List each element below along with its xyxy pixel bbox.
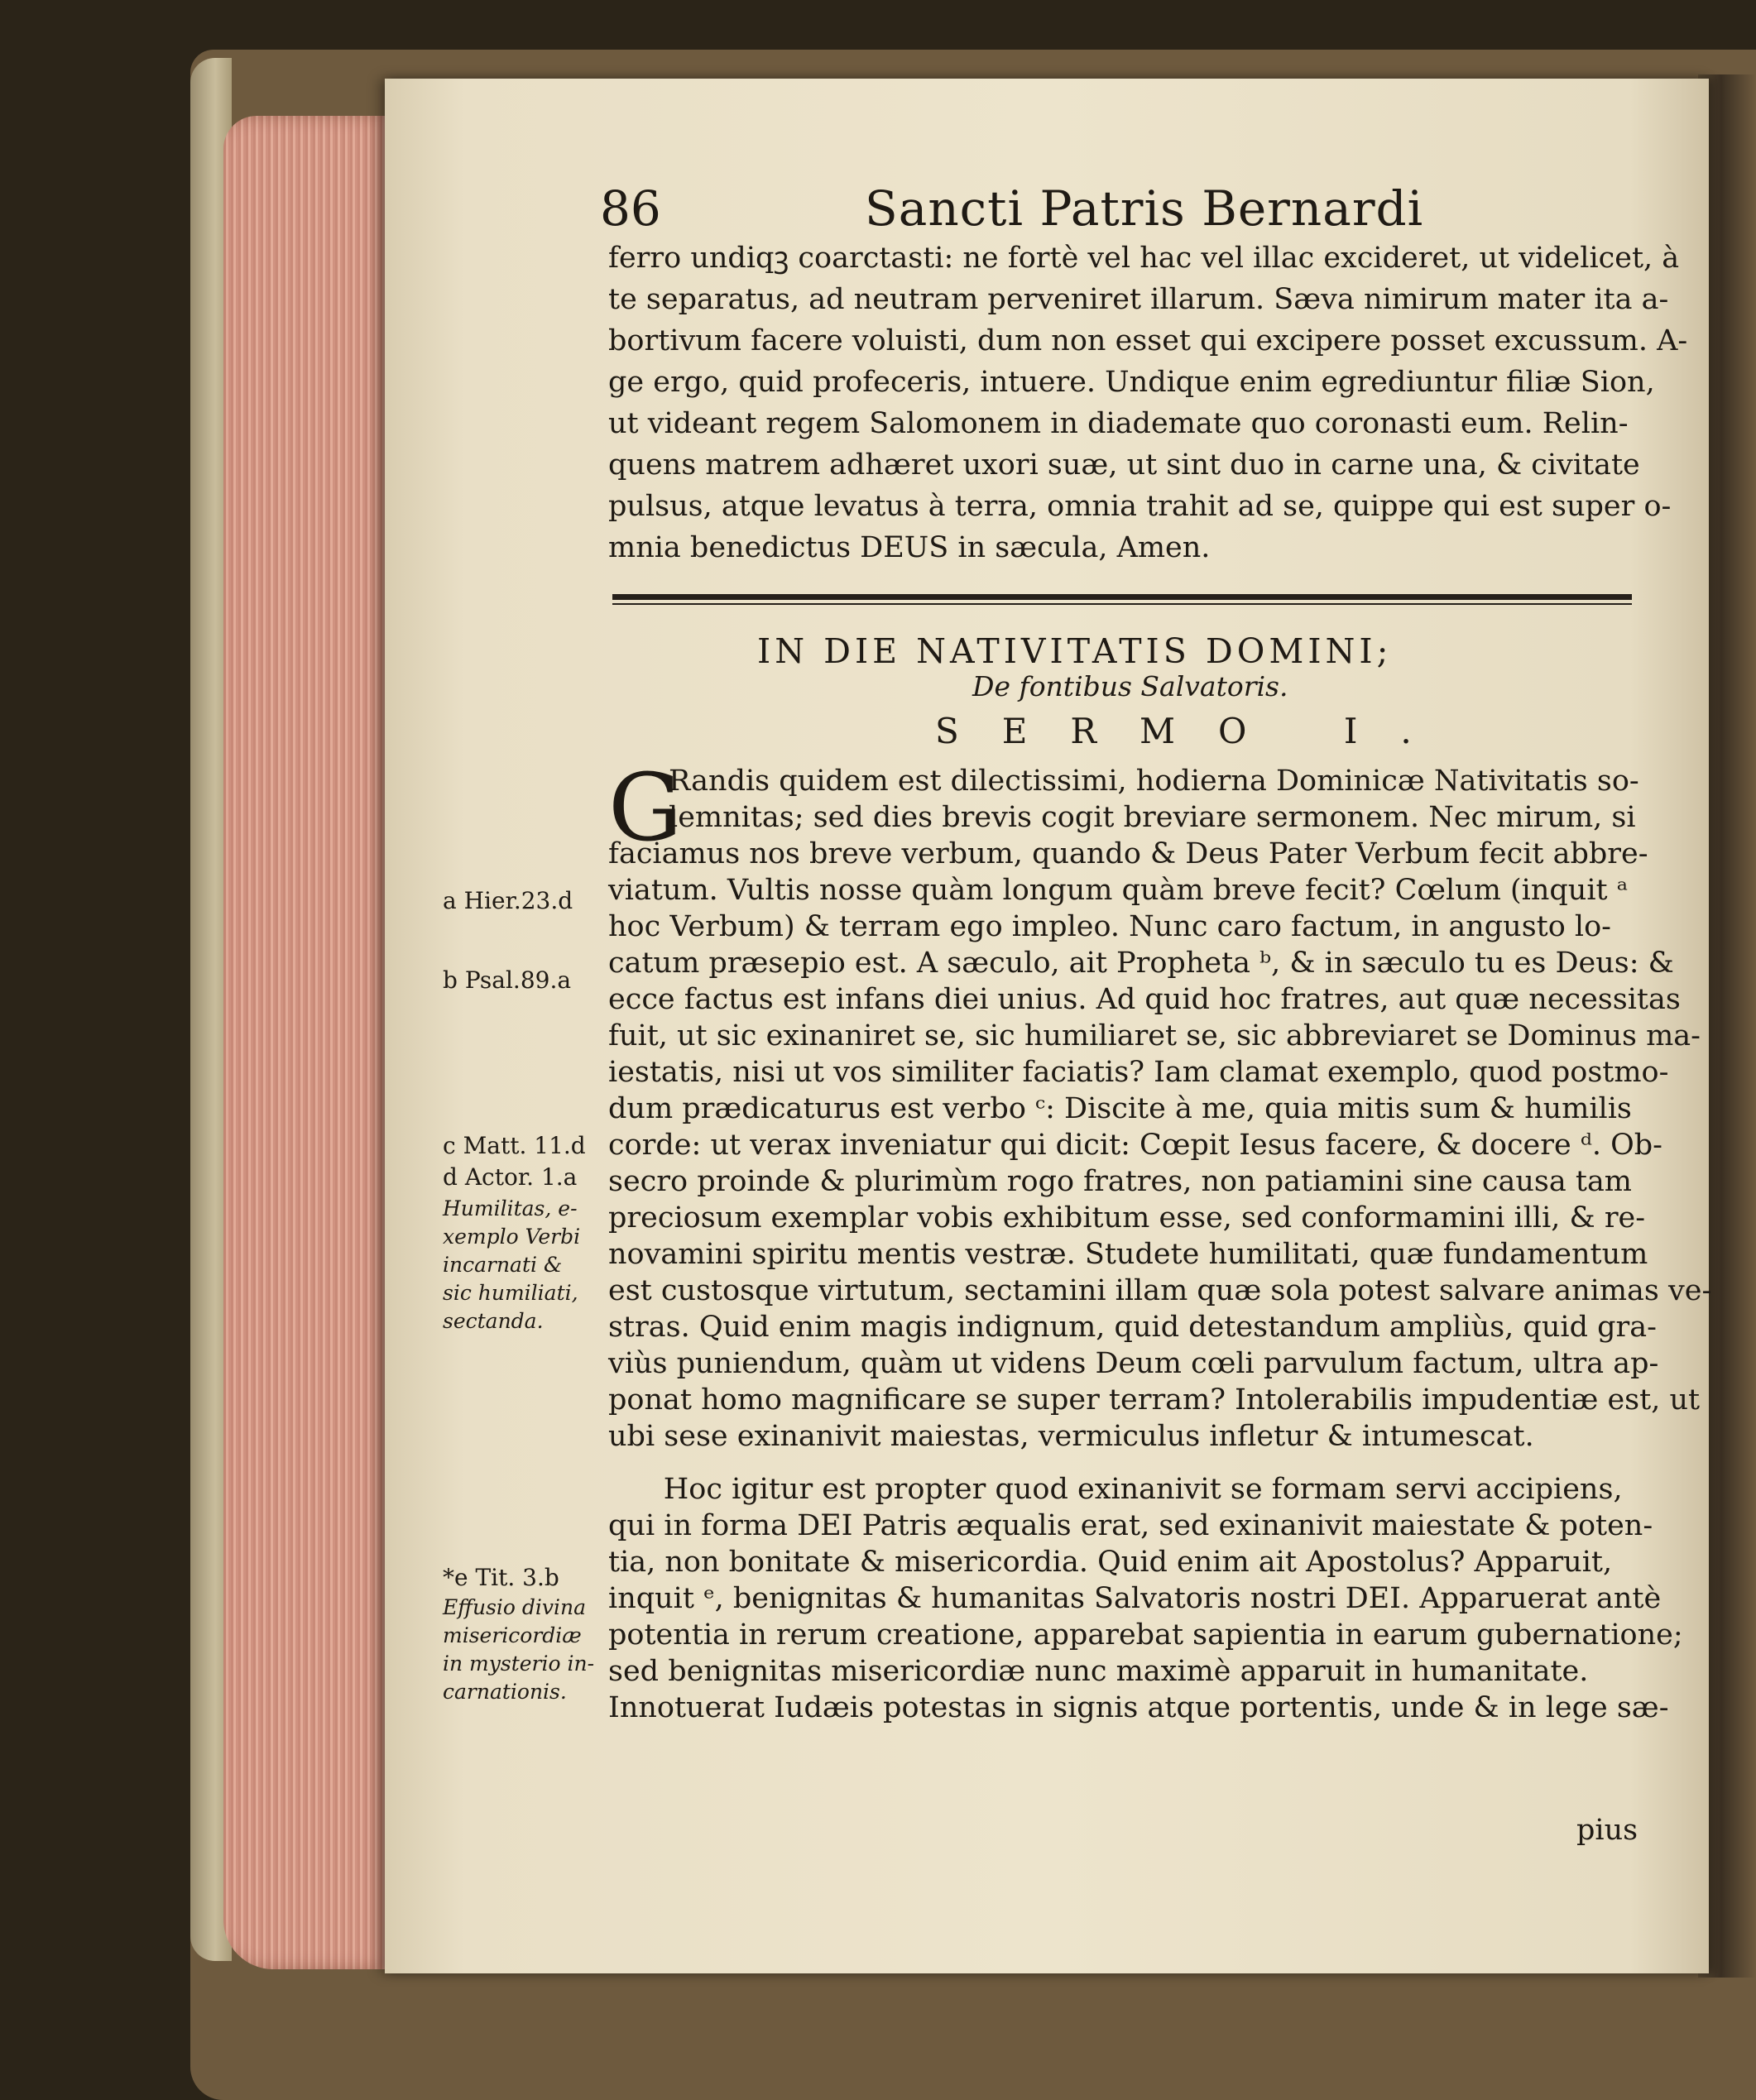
- margin-gloss-line: in mysterio in-: [443, 1652, 595, 1676]
- margin-note-e: *e Tit. 3.b: [443, 1564, 559, 1591]
- running-head: [600, 175, 1427, 242]
- text-line: ecce factus est infans diei unius. Ad quid hoc fratres, aut quæ necessitas: [608, 983, 1681, 1016]
- text-line: iestatis, nisi ut vos similiter faciatis? Iam clamat exemplo, quod postmo-: [608, 1056, 1669, 1089]
- text-line: ut videant regem Salomonem in diademate quo coronasti eum. Relin-: [608, 407, 1629, 440]
- text-line: pulsus, atque levatus à terra, omnia trahit ad se, quippe qui est super o-: [608, 490, 1672, 523]
- text-line: quens matrem adhæret uxori suæ, ut sint duo in carne una, & civitate: [608, 448, 1640, 482]
- margin-gloss-line: incarnati &: [443, 1253, 563, 1277]
- margin-gloss-line: carnationis.: [443, 1680, 567, 1704]
- text-line: faciamus nos breve verbum, quando & Deus Pater Verbum fecit abbre-: [608, 837, 1648, 870]
- text-line: Innotuerat Iudæis potestas in signis atque portentis, unde & in lege sæ-: [608, 1691, 1669, 1724]
- text-line: sed benignitas misericordiæ nunc maximè apparuit in humanitate.: [608, 1655, 1589, 1688]
- sermo-label: SERMO I.: [935, 711, 1455, 751]
- margin-note-d: d Actor. 1.a: [443, 1163, 578, 1191]
- drop-cap: G: [608, 755, 683, 862]
- margin-note-a: a Hier.23.d: [443, 887, 573, 914]
- margin-gloss-line: Effusio divina: [443, 1595, 587, 1619]
- text-line: novamini spiritu mentis vestræ. Studete humilitati, quæ fundamentum: [608, 1238, 1648, 1271]
- section-subtitle: De fontibus Salvatoris.: [972, 670, 1288, 702]
- margin-gloss-line: xemplo Verbi: [443, 1225, 581, 1249]
- margin-note-b: b Psal.89.a: [443, 966, 572, 994]
- text-line: Hoc igitur est propter quod exinanivit se formam servi accipiens,: [608, 1473, 1623, 1506]
- text-line: te separatus, ad neutram perveniret illarum. Sæva nimirum mater ita a-: [608, 283, 1669, 316]
- text-line: est custosque virtutum, sectamini illam quæ sola potest salvare animas ve-: [608, 1274, 1712, 1307]
- margin-gloss-line: misericordiæ: [443, 1623, 582, 1647]
- catchword: pius: [1576, 1814, 1638, 1847]
- text-line: ferro undiqꝫ coarctasti: ne fortè vel hac vel illac excideret, ut videlicet, à: [608, 242, 1680, 275]
- section-rule: [612, 594, 1632, 600]
- page-heading: Sancti Patris Bernardi: [865, 180, 1424, 237]
- text-line: lemnitas; sed dies brevis cogit breviare sermonem. Nec mirum, si: [669, 801, 1636, 834]
- page-number: 86: [600, 180, 661, 237]
- text-line: ponat homo magnificare se super terram? Intolerabilis impudentiæ est, ut: [608, 1383, 1701, 1417]
- text-line: mnia benedictus DEUS in sæcula, Amen.: [608, 531, 1211, 564]
- text-line: inquit ᵉ, benignitas & humanitas Salvatoris nostri DEI. Apparuerat antè: [608, 1582, 1662, 1615]
- margin-gloss-line: Humilitas, e-: [443, 1196, 578, 1220]
- margin-gloss-line: sectanda.: [443, 1309, 544, 1333]
- text-line: potentia in rerum creatione, apparebat sapientia in earum gubernatione;: [608, 1618, 1683, 1652]
- text-line: secro proinde & plurimùm rogo fratres, non patiamini sine causa tam: [608, 1165, 1632, 1198]
- text-line: hoc Verbum) & terram ego impleo. Nunc caro factum, in angusto lo-: [608, 910, 1612, 943]
- text-line: corde: ut verax inveniatur qui dicit: Cœpit Iesus facere, & docere ᵈ. Ob-: [608, 1129, 1662, 1162]
- text-line: dum prædicaturus est verbo ᶜ: Discite à me, quia mitis sum & humilis: [608, 1092, 1632, 1125]
- text-line: Randis quidem est dilectissimi, hodierna Dominicæ Nativitatis so-: [669, 765, 1639, 798]
- text-line: preciosum exemplar vobis exhibitum esse, sed conformamini illi, & re-: [608, 1201, 1646, 1235]
- text-line: bortivum facere voluisti, dum non esset qui excipere posset excussum. A-: [608, 324, 1688, 357]
- text-line: stras. Quid enim magis indignum, quid detestandum ampliùs, quid gra-: [608, 1311, 1657, 1344]
- text-line: ubi sese exinanivit maiestas, vermiculus infletur & intumescat.: [608, 1420, 1534, 1453]
- text-line: qui in forma DEI Patris æqualis erat, sed exinanivit maiestate & poten-: [608, 1509, 1653, 1542]
- page-edges: [223, 116, 389, 1969]
- margin-note-c: c Matt. 11.d: [443, 1132, 586, 1159]
- text-line: catum præsepio est. A sæculo, ait Propheta ᵇ, & in sæculo tu es Deus: &: [608, 947, 1674, 980]
- text-line: viatum. Vultis nosse quàm longum quàm breve fecit? Cœlum (inquit ᵃ: [608, 874, 1629, 907]
- section-title: IN DIE NATIVITATIS DOMINI;: [757, 631, 1393, 671]
- text-line: fuit, ut sic exinaniret se, sic humiliaret se, sic abbreviaret se Dominus ma-: [608, 1019, 1701, 1052]
- margin-gloss-line: sic humiliati,: [443, 1281, 578, 1305]
- text-line: ge ergo, quid profeceris, intuere. Undique enim egrediuntur filiæ Sion,: [608, 366, 1655, 399]
- text-line: viùs puniendum, quàm ut videns Deum cœli parvulum factum, ultra ap-: [608, 1347, 1659, 1380]
- text-line: tia, non bonitate & misericordia. Quid enim ait Apostolus? Apparuit,: [608, 1546, 1613, 1579]
